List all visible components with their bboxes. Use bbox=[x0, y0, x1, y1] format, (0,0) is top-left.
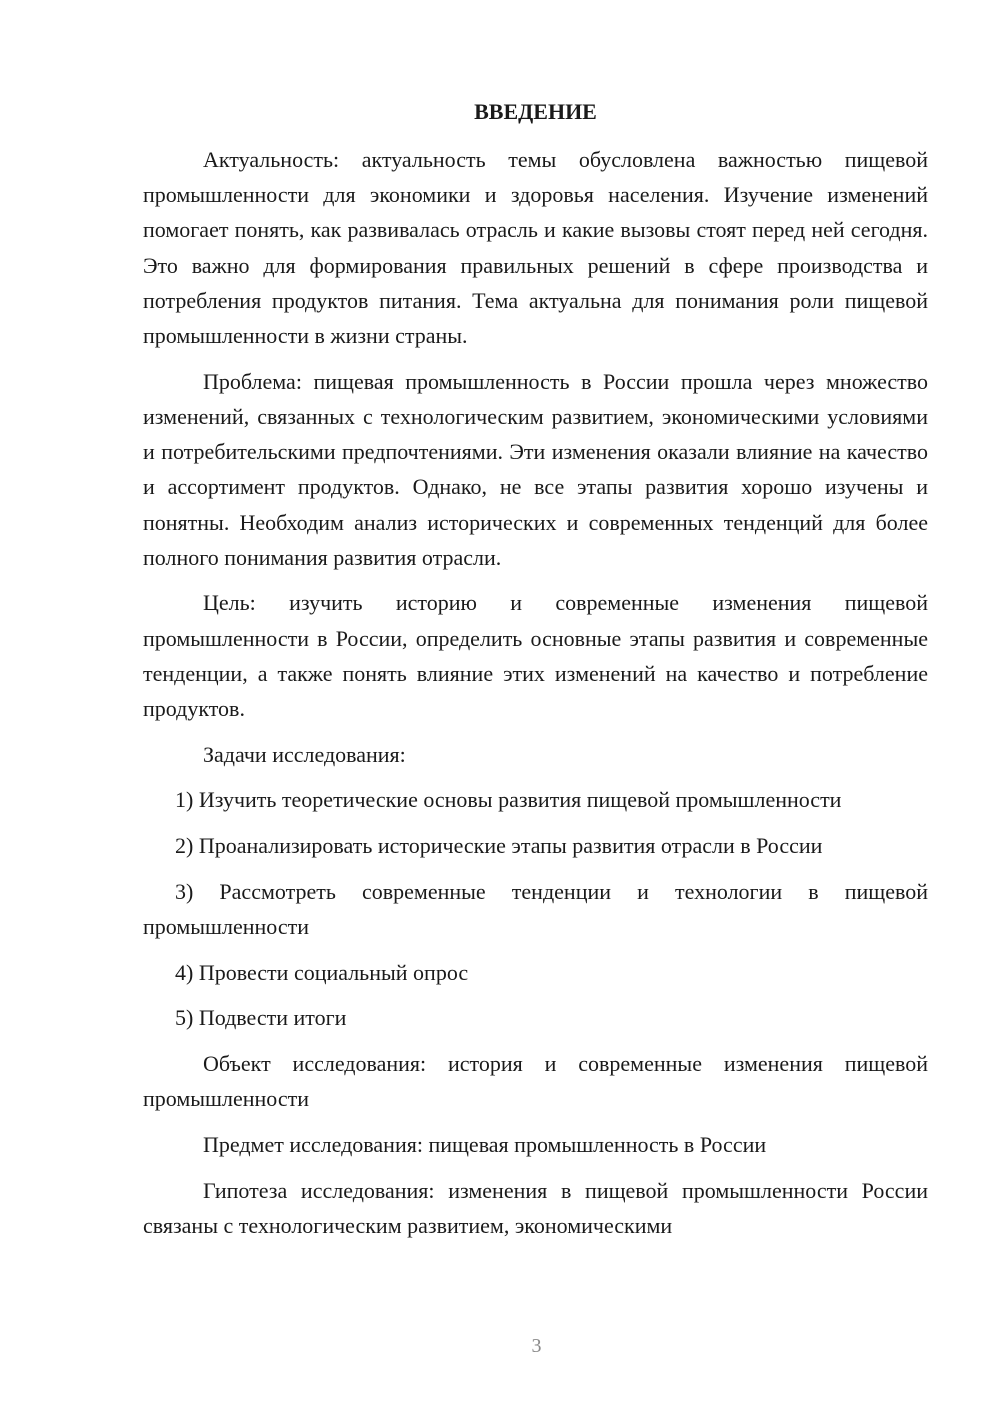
paragraph-object: Объект исследования: история и современные изменения пищевой промышленности bbox=[143, 1051, 928, 1112]
paragraph-tasks-heading: Задачи исследования: bbox=[203, 741, 406, 767]
task-item-1: 1) Изучить теоретические основы развития пищевой промышленности bbox=[175, 787, 842, 813]
paragraph-goal: Цель: изучить историю и современные изменения пищевой промышленности в России, определить основные этапы развития и современные тенденции, а также понять влияние этих изменений на качество и потребление продуктов. bbox=[143, 590, 928, 722]
paragraph-relevance: Актуальность: актуальность темы обусловлена важностью пищевой промышленности для экономики и здоровья населения. Изучение изменений помогает понять, как развивалась отрасль и какие вызовы стоят перед ней сегодня. Это важно для формирования правильных решений в сфере производства и потребления продуктов питания. Тема актуальна для понимания роли пищевой промышленности в жизни страны. bbox=[143, 147, 928, 349]
body-text bbox=[143, 142, 928, 1254]
paragraph-hypothesis: Гипотеза исследования: изменения в пищевой промышленности России связаны с технологическим развитием, экономическими bbox=[143, 1177, 928, 1238]
paragraph-subject: Предмет исследования: пищевая промышленность в России bbox=[203, 1132, 767, 1158]
paragraph-problem: Проблема: пищевая промышленность в России прошла через множество изменений, связанных с технологическим развитием, экономическими условиями и потребительскими предпочтениями. Эти изменения оказали влияние на качество и ассортимент продуктов. Однако, не все этапы развития хорошо изучены и понятны. Необходим анализ исторических и современных тенденций для более полного понимания развития отрасли. bbox=[143, 368, 928, 570]
section-heading: ВВЕДЕНИЕ bbox=[474, 99, 597, 124]
task-item-4: 4) Провести социальный опрос bbox=[175, 959, 469, 985]
task-item-5: 5) Подвести итоги bbox=[175, 1005, 347, 1031]
page-number: 3 bbox=[531, 1335, 542, 1357]
task-item-2: 2) Проанализировать исторические этапы развития отрасли в России bbox=[175, 833, 823, 859]
task-item-3: 3) Рассмотреть современные тенденции и технологии в пищевой промышленности bbox=[143, 878, 928, 940]
